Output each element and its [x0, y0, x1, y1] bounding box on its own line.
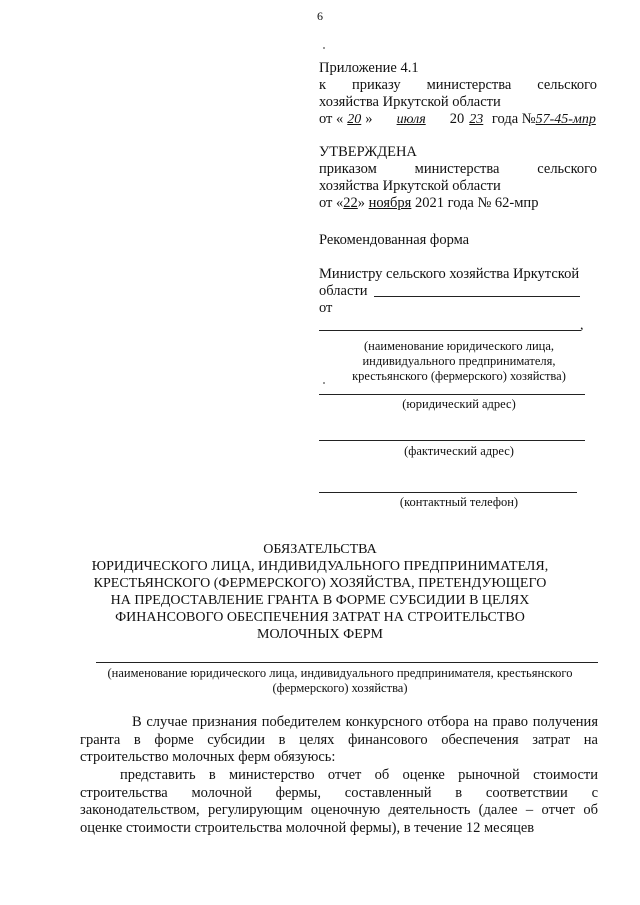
- title-line3: КРЕСТЬЯНСКОГО (ФЕРМЕРСКОГО) ХОЗЯЙСТВА, ПРЕТЕНДУЮЩЕГО: [93, 576, 547, 591]
- entity-caption: [319, 339, 599, 384]
- approved-heading: УТВЕРЖДЕНА: [319, 144, 417, 160]
- title-line5: ФИНАНСОВОГО ОБЕСПЕЧЕНИЯ ЗАТРАТ НА СТРОИТЕЛЬСТВО: [115, 610, 525, 625]
- title-caption-l1: (наименование юридического лица, индивидуального предпринимателя, крестьянского: [107, 666, 573, 680]
- document-title: [60, 541, 580, 643]
- appendix-line-ministry: хозяйства Иркутской области: [319, 94, 501, 110]
- order-mid: »: [365, 111, 373, 127]
- entity-comma: ,: [580, 318, 584, 333]
- approved-day: 22: [343, 195, 358, 211]
- approved-post: 2021 года № 62-мпр: [411, 195, 539, 211]
- order-year-prefix: 20: [449, 111, 465, 127]
- appendix-title: Приложение 4.1: [319, 60, 419, 76]
- title-line6: МОЛОЧНЫХ ФЕРМ: [257, 627, 383, 642]
- order-number-handwritten: 57-45-мпр: [535, 112, 596, 127]
- approved-line-ministry: хозяйства Иркутской области: [319, 178, 501, 194]
- approved-month: ноября: [368, 195, 412, 211]
- entity-blank-line: [319, 330, 581, 331]
- order-year-handwritten: 23: [469, 112, 484, 127]
- addressee-blank-line: [374, 296, 580, 297]
- title-line2: ЮРИДИЧЕСКОГО ЛИЦА, ИНДИВИДУАЛЬНОГО ПРЕДПРИНИМАТЕЛЯ,: [91, 559, 549, 574]
- recommended-form-label: Рекомендованная форма: [319, 232, 470, 248]
- body-paragraph-1: В случае признания победителем конкурсного отбора на право получения гранта в форме субсидии в целях финансового обеспечения затрат на строительство молочных ферм обязуюсь:: [80, 714, 598, 765]
- entity-caption-l3: крестьянского (фермерского) хозяйства): [352, 369, 566, 383]
- entity-caption-l1: (наименование юридического лица,: [363, 339, 554, 353]
- actual-address-caption: (фактический адрес): [404, 444, 514, 458]
- legal-address-line: [319, 394, 585, 395]
- order-year-suffix: года №: [491, 111, 536, 127]
- addressee-line3: от: [319, 300, 333, 316]
- legal-address-caption: (юридический адрес): [402, 397, 516, 411]
- entity-caption-l2: индивидуального предпринимателя,: [362, 354, 556, 368]
- appendix-block: [319, 60, 597, 128]
- title-line4: НА ПРЕДОСТАВЛЕНИЕ ГРАНТА В ФОРМЕ СУБСИДИИ В ЦЕЛЯХ: [110, 593, 530, 608]
- addressee-line2: области: [319, 283, 368, 299]
- appendix-order-line: [319, 111, 597, 128]
- order-day-handwritten: 20: [347, 112, 362, 127]
- approved-block: [319, 144, 597, 212]
- body-paragraph-2: представить в министерство отчет об оценке рыночной стоимости строительства молочной фермы, составленный в соответствии с законодательством, регулирующим оценочную деятельность (далее – отчет об оценке стоимости строительства молочной фермы), в течение 12 месяцев: [80, 767, 598, 836]
- scan-speck: [323, 47, 325, 49]
- addressee-block: [319, 266, 597, 317]
- order-prefix: от «: [319, 111, 344, 127]
- title-caption-l2: (фермерского) хозяйства): [272, 681, 408, 695]
- phone-line: [319, 492, 577, 493]
- phone-caption: (контактный телефон): [399, 495, 519, 509]
- addressee-line1: Министру сельского хозяйства Иркутской: [319, 266, 580, 282]
- approved-prefix: от «: [319, 195, 344, 211]
- appendix-line-order: к приказу министерства сельского: [319, 77, 597, 93]
- approved-mid: »: [357, 195, 369, 211]
- approved-order-line: [319, 195, 597, 212]
- order-month-handwritten: июля: [396, 112, 426, 127]
- title-blank-line: [96, 662, 598, 663]
- approved-line-order: приказом министерства сельского: [319, 161, 597, 177]
- title-line1: ОБЯЗАТЕЛЬСТВА: [263, 542, 377, 557]
- page-number: 6: [317, 9, 323, 23]
- title-caption: [80, 666, 600, 696]
- actual-address-line: [319, 440, 585, 441]
